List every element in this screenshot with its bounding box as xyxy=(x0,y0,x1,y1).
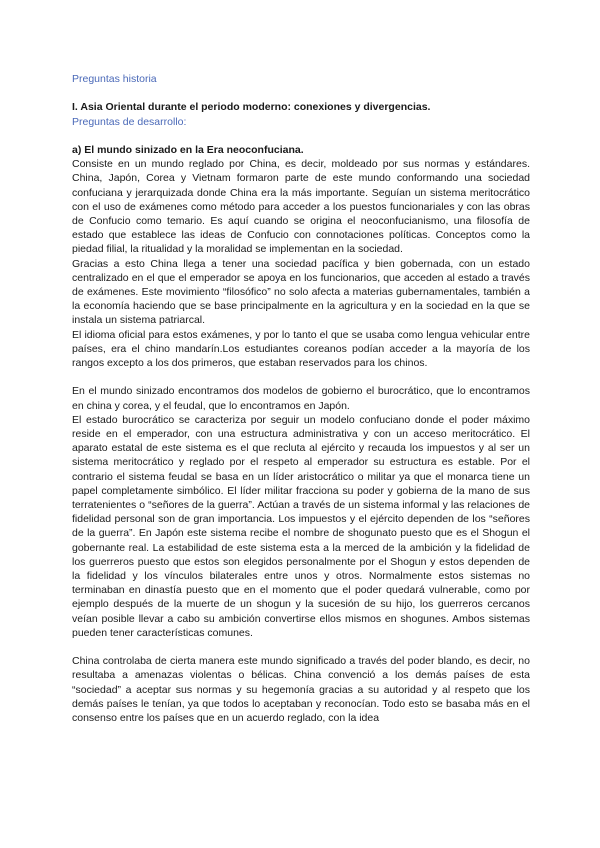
paragraph: El estado burocrático se caracteriza por seguir un modelo confuciano donde el poder máximo reside en el emperador, con una estructura administrativa y con un acceso meritocrático. El aparato estatal de este sistema es el que recluta al ejército y recauda los impuestos y al ser un sistema meritocrático y reglado por el respeto al emperador su estructura es estable. Por el contrario el sistema feudal se basa en un líder aristocrático o militar ya que el monarca tiene un papel completamente simbólico. El líder militar fracciona su poder y gobierna de la mano de sus terratenientes o “señores de la guerra”. Actúan a través de un sistema informal y las relaciones de fidelidad personal son de gran importancia. Los impuestos y el ejército dependen de los “señores de la guerra”. En Japón este sistema recibe el nombre de shogunato puesto que es el Shogun el gobernante real. La estabilidad de este sistema esta a la merced de la ambición y la fidelidad de los guerreros puesto que estos son elegidos personalmente por el Shogun y estos dependen de la fidelidad y los vínculos bilaterales entre unos y otros. Normalmente estos sistemas no terminaban en dinastía puesto que en el momento que el poder quedará vulnerable, como por ejemplo después de la muerte de un shogun y la sucesión de su hijo, los guerreros cercanos veían posible llevar a cabo su ambición convertirse ellos mismos en shogunes. Ambos sistemas pueden tener características comunes. xyxy=(72,413,530,639)
paragraph: China controlaba de cierta manera este mundo significado a través del poder blando, es decir, no resultaba a amenazas violentas o bélicas. China convenció a los demás países de esta “sociedad” a aceptar sus normas y su hegemonía gracias a su autoridad y al respeto que los demás países le tenían, ya que todos lo aceptaban y reconocían. Todo esto se basaba más en el consenso entre los países que en un acuerdo reglado, con la idea xyxy=(72,655,530,725)
paragraph: Consiste en un mundo reglado por China, es decir, moldeado por sus normas y estándares. China, Japón, Corea y Vietnam formaron parte de este mundo conformando una sociedad confuciana y jerarquizada donde China era la más importante. Seguían un sistema meritocrático con el uso de exámenes como método para acceder a los puestos funcionariales y con las obras de Confucio como temario. Es aquí cuando se origina el neoconfucianismo, una filosofía de estado que establece las ideas de Confucio con connotaciones políticas. Conceptos como la piedad filial, la ritualidad y la moralidad se implementan en la sociedad. xyxy=(72,158,530,256)
subheading: Preguntas de desarrollo: xyxy=(72,115,187,128)
paragraph: En el mundo sinizado encontramos dos modelos de gobierno el burocrático, que lo encontramos en china y corea, y el feudal, que lo encontramos en Japón. xyxy=(72,385,530,412)
section-title: I. Asia Oriental durante el periodo moderno: conexiones y divergencias. xyxy=(72,101,431,114)
paragraph: Gracias a esto China llega a tener una sociedad pacífica y bien gobernada, con un estado centralizado en el que el emperador se apoya en los funcionarios, que acceden al estado a través de exámenes. Este movimiento “filosófico” no solo afecta a materias gubernamentales, también a la economía haciendo que se base principalmente en la agricultura y en la sociedad en la que se instala un sistema patriarcal. xyxy=(72,257,530,327)
document-page xyxy=(72,72,530,725)
document-header: Preguntas historia xyxy=(72,73,157,85)
sub-title: a) El mundo sinizado en la Era neoconfuciana. xyxy=(72,143,304,156)
paragraph: El idioma oficial para estos exámenes, y por lo tanto el que se usaba como lengua vehicular entre países, era el chino mandarín.Los estudiantes coreanos podían acceder a la mayoría de los rangos excepto a los dos primeros, que estaban reservados para los chinos. xyxy=(72,328,530,370)
